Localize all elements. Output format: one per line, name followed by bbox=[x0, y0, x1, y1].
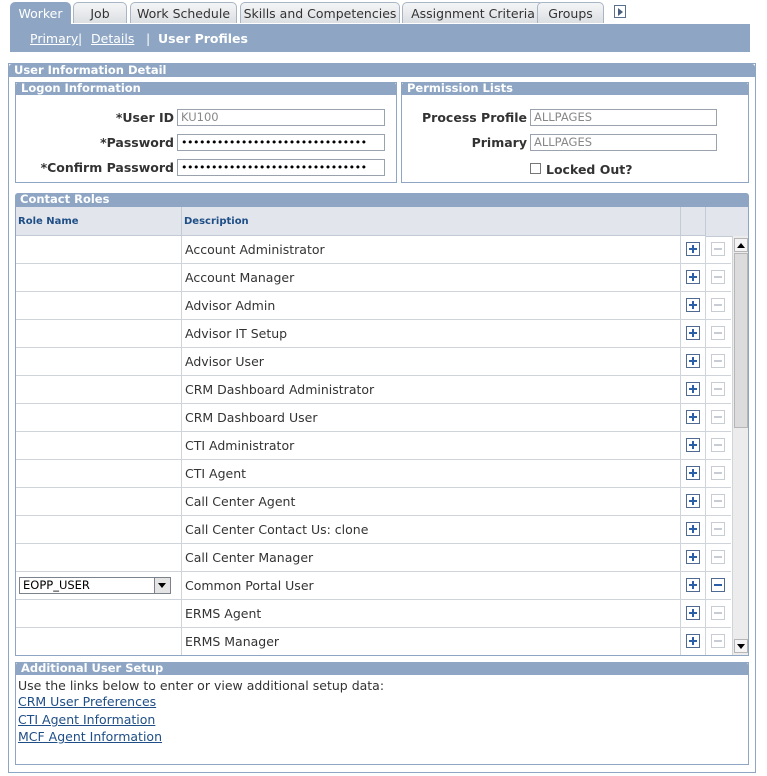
add-row-icon[interactable] bbox=[686, 410, 700, 424]
add-cell bbox=[681, 460, 706, 487]
delete-row-icon bbox=[711, 550, 725, 564]
description-cell: ERMS Agent bbox=[182, 600, 681, 627]
contact-roles-grid bbox=[15, 206, 749, 656]
add-cell bbox=[681, 572, 706, 599]
role-name-cell bbox=[16, 320, 182, 347]
table-row bbox=[16, 460, 731, 488]
add-row-icon[interactable] bbox=[686, 326, 700, 340]
role-name-cell bbox=[16, 600, 182, 627]
role-name-cell bbox=[16, 628, 182, 655]
description-cell: Call Center Manager bbox=[182, 544, 681, 571]
role-name-cell bbox=[16, 488, 182, 515]
password-label: *Password bbox=[100, 135, 174, 150]
delete-row-icon bbox=[711, 438, 725, 452]
delete-row-icon bbox=[711, 522, 725, 536]
additional-user-setup-header: Additional User Setup bbox=[16, 662, 748, 675]
cti-agent-information-link[interactable]: CTI Agent Information bbox=[18, 712, 156, 727]
add-cell bbox=[681, 292, 706, 319]
password-field[interactable]: ••••••••••••••••••••••••••••••• bbox=[177, 134, 385, 151]
description-cell: CRM Dashboard Administrator bbox=[182, 376, 681, 403]
confirm-password-label: *Confirm Password bbox=[40, 160, 174, 175]
tab-worker[interactable]: Worker bbox=[10, 2, 71, 26]
tab-groups[interactable]: Groups bbox=[537, 2, 604, 23]
contact-roles-header: Contact Roles bbox=[15, 193, 749, 206]
add-cell bbox=[681, 628, 706, 655]
delete-cell bbox=[706, 376, 731, 403]
role-name-cell bbox=[16, 544, 182, 571]
delete-row-icon bbox=[711, 606, 725, 620]
subnav-separator: | bbox=[146, 31, 151, 46]
delete-row-icon bbox=[711, 494, 725, 508]
delete-row-icon bbox=[711, 382, 725, 396]
add-row-icon[interactable] bbox=[686, 242, 700, 256]
delete-cell bbox=[706, 236, 731, 263]
add-cell bbox=[681, 516, 706, 543]
delete-row-icon bbox=[711, 466, 725, 480]
column-header-scroll bbox=[732, 207, 748, 237]
delete-cell bbox=[706, 628, 731, 655]
subnav-details-link[interactable]: Details bbox=[91, 31, 135, 46]
column-header-role-name[interactable]: Role Name bbox=[16, 207, 182, 236]
subnav-separator: | bbox=[78, 31, 83, 46]
process-profile-label: Process Profile bbox=[422, 110, 527, 125]
delete-cell bbox=[706, 432, 731, 459]
scroll-down-arrow-icon[interactable] bbox=[734, 639, 748, 653]
delete-row-icon bbox=[711, 242, 725, 256]
delete-cell bbox=[706, 348, 731, 375]
permission-lists-header: Permission Lists bbox=[402, 82, 748, 95]
delete-cell bbox=[706, 516, 731, 543]
sub-navigation bbox=[10, 24, 750, 52]
delete-cell bbox=[706, 488, 731, 515]
add-row-icon[interactable] bbox=[686, 494, 700, 508]
tab-skills-competencies[interactable]: Skills and Competencies bbox=[240, 2, 400, 23]
delete-row-icon[interactable] bbox=[711, 578, 725, 592]
crm-user-preferences-link[interactable]: CRM User Preferences bbox=[18, 694, 157, 709]
table-row bbox=[16, 572, 731, 600]
logon-information-header: Logon Information bbox=[16, 82, 396, 95]
tab-bar bbox=[10, 2, 750, 24]
tab-assignment-criteria[interactable]: Assignment Criteria bbox=[402, 2, 544, 23]
role-name-value: EOPP_USER bbox=[23, 578, 90, 592]
table-row bbox=[16, 488, 731, 516]
user-id-field[interactable]: KU100 bbox=[177, 109, 385, 126]
subnav-primary-link[interactable]: Primary bbox=[30, 31, 79, 46]
delete-cell bbox=[706, 544, 731, 571]
add-cell bbox=[681, 348, 706, 375]
description-cell: CRM Dashboard User bbox=[182, 404, 681, 431]
tab-work-schedule[interactable]: Work Schedule bbox=[130, 2, 237, 23]
delete-cell bbox=[706, 600, 731, 627]
primary-permission-field[interactable]: ALLPAGES bbox=[530, 134, 717, 151]
delete-cell bbox=[706, 292, 731, 319]
table-row bbox=[16, 292, 731, 320]
additional-setup-intro: Use the links below to enter or view additional setup data: bbox=[18, 678, 385, 693]
role-name-cell bbox=[16, 432, 182, 459]
add-cell bbox=[681, 600, 706, 627]
description-cell: CTI Agent bbox=[182, 460, 681, 487]
user-id-label: *User ID bbox=[115, 110, 174, 125]
delete-cell bbox=[706, 320, 731, 347]
delete-row-icon bbox=[711, 634, 725, 648]
add-cell bbox=[681, 488, 706, 515]
add-row-icon[interactable] bbox=[686, 522, 700, 536]
delete-cell bbox=[706, 404, 731, 431]
add-row-icon[interactable] bbox=[686, 270, 700, 284]
description-cell: Advisor Admin bbox=[182, 292, 681, 319]
table-row bbox=[16, 348, 731, 376]
delete-cell bbox=[706, 460, 731, 487]
add-cell bbox=[681, 404, 706, 431]
description-cell: CTI Administrator bbox=[182, 432, 681, 459]
role-name-cell bbox=[16, 404, 182, 431]
role-name-dropdown[interactable] bbox=[19, 577, 171, 594]
role-name-cell bbox=[16, 348, 182, 375]
description-cell: Advisor User bbox=[182, 348, 681, 375]
add-row-icon[interactable] bbox=[686, 382, 700, 396]
column-header-description[interactable]: Description bbox=[182, 207, 681, 236]
subnav-current: User Profiles bbox=[158, 31, 248, 46]
role-name-cell bbox=[16, 460, 182, 487]
table-row bbox=[16, 376, 731, 404]
table-row bbox=[16, 236, 731, 264]
mcf-agent-information-link[interactable]: MCF Agent Information bbox=[18, 729, 163, 744]
description-cell: Account Administrator bbox=[182, 236, 681, 263]
add-row-icon[interactable] bbox=[686, 634, 700, 648]
add-row-icon[interactable] bbox=[686, 606, 700, 620]
tab-job[interactable]: Job bbox=[73, 2, 127, 23]
process-profile-field[interactable]: ALLPAGES bbox=[530, 109, 717, 126]
role-name-cell bbox=[16, 264, 182, 291]
scroll-thumb[interactable] bbox=[734, 253, 748, 428]
delete-row-icon bbox=[711, 326, 725, 340]
delete-cell bbox=[706, 264, 731, 291]
add-row-icon[interactable] bbox=[686, 438, 700, 452]
add-row-icon[interactable] bbox=[686, 298, 700, 312]
add-cell bbox=[681, 236, 706, 263]
delete-row-icon bbox=[711, 270, 725, 284]
role-name-cell bbox=[16, 572, 182, 599]
add-cell bbox=[681, 376, 706, 403]
primary-permission-label: Primary bbox=[471, 135, 527, 150]
description-cell: Advisor IT Setup bbox=[182, 320, 681, 347]
delete-cell bbox=[706, 572, 731, 599]
table-row bbox=[16, 600, 731, 628]
add-cell bbox=[681, 320, 706, 347]
user-information-detail-header: User Information Detail bbox=[9, 64, 755, 77]
table-row bbox=[16, 404, 731, 432]
table-row bbox=[16, 544, 731, 572]
description-cell: Common Portal User bbox=[182, 572, 681, 599]
delete-row-icon bbox=[711, 410, 725, 424]
role-name-cell bbox=[16, 516, 182, 543]
locked-out-checkbox[interactable] bbox=[530, 163, 541, 174]
vertical-scrollbar[interactable] bbox=[732, 236, 749, 655]
table-row bbox=[16, 432, 731, 460]
column-header-delete bbox=[706, 207, 732, 237]
role-name-cell bbox=[16, 292, 182, 319]
add-row-icon[interactable] bbox=[686, 578, 700, 592]
description-cell: Call Center Contact Us: clone bbox=[182, 516, 681, 543]
add-row-icon[interactable] bbox=[686, 354, 700, 368]
role-name-cell bbox=[16, 236, 182, 263]
add-row-icon[interactable] bbox=[686, 466, 700, 480]
table-row bbox=[16, 628, 731, 656]
locked-out-label: Locked Out? bbox=[546, 162, 633, 177]
add-cell bbox=[681, 432, 706, 459]
add-cell bbox=[681, 544, 706, 571]
table-row bbox=[16, 516, 731, 544]
column-header-add bbox=[681, 207, 706, 236]
scroll-up-arrow-icon[interactable] bbox=[734, 238, 748, 252]
description-cell: Account Manager bbox=[182, 264, 681, 291]
add-cell bbox=[681, 264, 706, 291]
add-row-icon[interactable] bbox=[686, 550, 700, 564]
table-row bbox=[16, 320, 731, 348]
description-cell: ERMS Manager bbox=[182, 628, 681, 655]
delete-row-icon bbox=[711, 354, 725, 368]
description-cell: Call Center Agent bbox=[182, 488, 681, 515]
delete-row-icon bbox=[711, 298, 725, 312]
confirm-password-field[interactable]: ••••••••••••••••••••••••••••••• bbox=[177, 159, 385, 176]
next-tab-icon[interactable] bbox=[614, 5, 626, 18]
table-row bbox=[16, 264, 731, 292]
role-name-cell bbox=[16, 376, 182, 403]
dropdown-arrow-icon[interactable] bbox=[154, 578, 170, 593]
